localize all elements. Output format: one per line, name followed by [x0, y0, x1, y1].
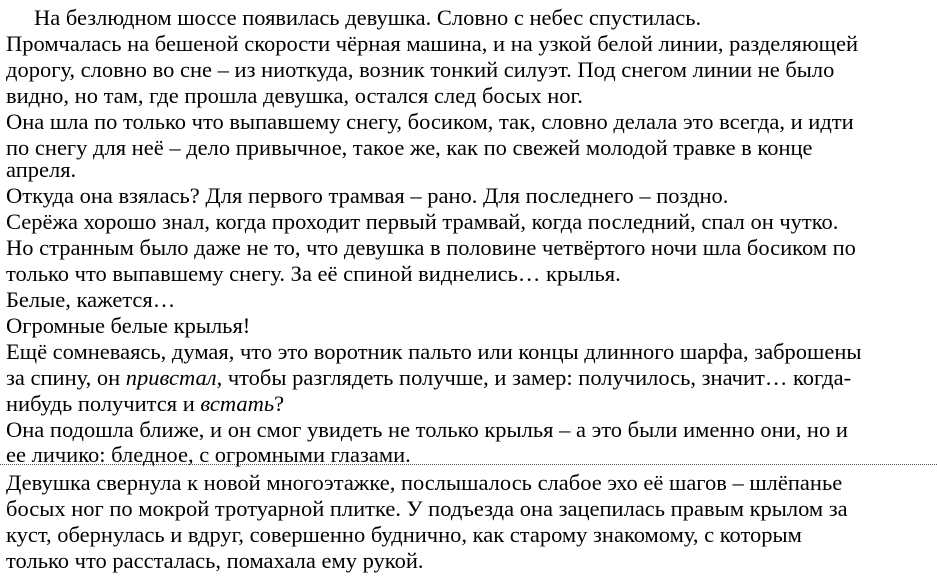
text-line — [6, 365, 851, 391]
text-run: нибудь получится и — [6, 391, 201, 416]
section-divider — [0, 464, 937, 465]
text-line: босых ног по мокрой тротуарной плитке. У подъезда она зацепилась правым крылом за — [6, 496, 848, 521]
italic-word: встать — [200, 391, 275, 416]
text-run: , чтобы разглядеть получше, и замер: получилось, значит… когда- — [216, 365, 852, 390]
text-line: Она подошла ближе, и он смог увидеть не только крылья – а это были именно они, но и — [6, 417, 848, 442]
text-line: видно, но там, где прошла девушка, остался след босых ног. — [6, 83, 583, 108]
text-line: только что выпавшему снегу. За её спиной виднелись… крылья. — [6, 261, 621, 286]
text-line: по снегу для неё – дело привычное, такое же, как по свежей молодой травке в конце — [6, 135, 813, 160]
text-line: Но странным было даже не то, что девушка в половине четвёртого ночи шла босиком по — [6, 235, 856, 260]
text-line: Ещё сомневаясь, думая, что это воротник пальто или концы длинного шарфа, заброшены — [6, 339, 862, 364]
text-line: Огромные белые крылья! — [6, 313, 251, 338]
text-line: Серёжа хорошо знал, когда проходит первый трамвай, когда последний, спал он чутко. — [6, 209, 839, 234]
text-run: ? — [274, 391, 285, 416]
text-line: ее личико: бледное, с огромными глазами. — [6, 442, 411, 467]
text-line: Она шла по только что выпавшему снегу, босиком, так, словно делала это всегда, и идти — [6, 109, 854, 134]
text-line: Откуда она взялась? Для первого трамвая – рано. Для последнего – поздно. — [6, 183, 729, 208]
text-line: только что рассталась, помахала ему рукой. — [6, 548, 424, 573]
text-line: дорогу, словно во сне – из ниоткуда, возник тонкий силуэт. Под снегом линии не было — [6, 57, 835, 82]
text-line: На безлюдном шоссе появилась девушка. Словно с небес спустилась. — [34, 5, 702, 30]
text-line: Белые, кажется… — [6, 287, 176, 312]
text-line — [6, 391, 284, 417]
text-line: куст, обернулась и вдруг, совершенно буднично, как старому знакомому, с которым — [6, 522, 802, 547]
text-line: Промчалась на бешеной скорости чёрная машина, и на узкой белой линии, разделяющей — [6, 31, 859, 56]
text-run: за спину, он — [6, 365, 126, 390]
text-line: апреля. — [6, 157, 77, 182]
italic-word: привстал — [125, 365, 217, 390]
text-line: Девушка свернула к новой многоэтажке, послышалось слабое эхо её шагов – шлёпанье — [6, 470, 843, 495]
